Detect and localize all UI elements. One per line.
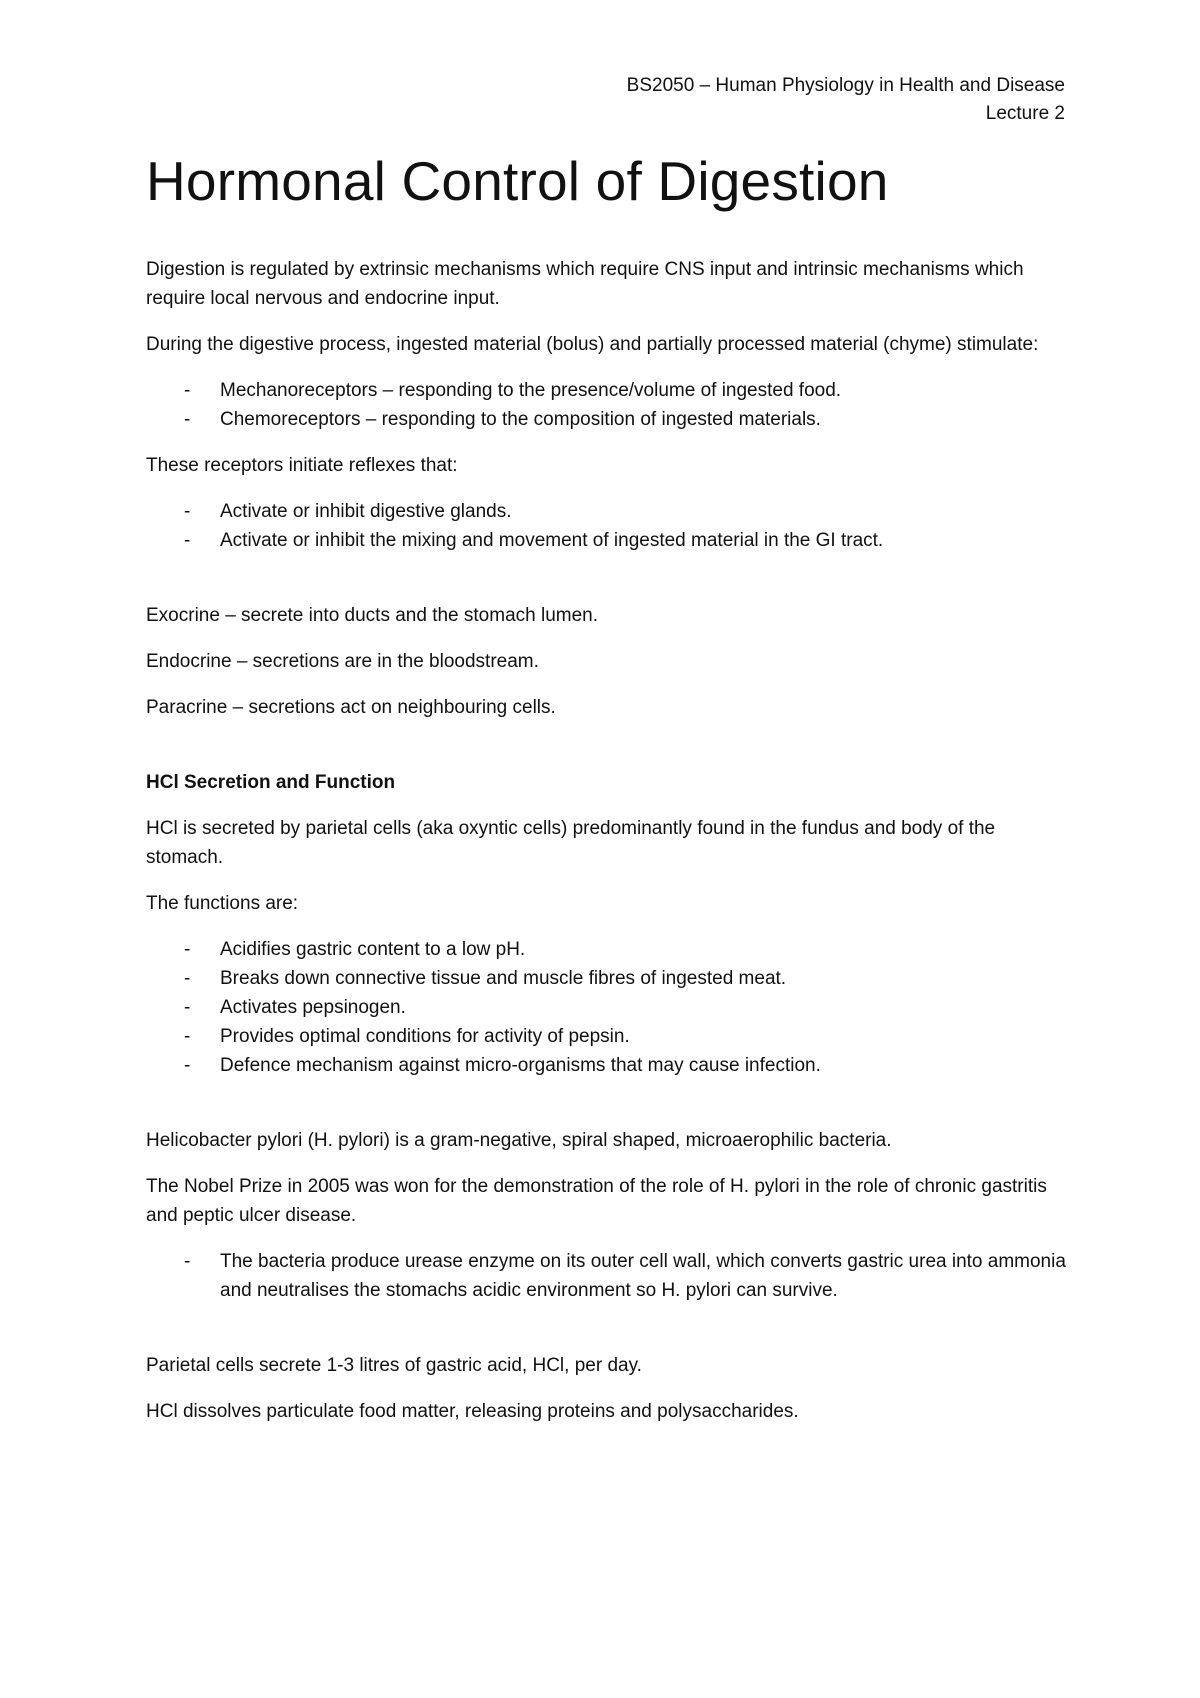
hpylori-paragraph-1: Helicobacter pylori (H. pylori) is a gram-negative, spiral shaped, microaerophilic bacteria. [146, 1130, 892, 1151]
list-item-text: Activates pepsinogen. [220, 997, 406, 1018]
intro-paragraph-1: Digestion is regulated by extrinsic mechanisms which require CNS input and intrinsic mechanisms which require local nervous and endocrine input. [146, 259, 1024, 309]
spacer [146, 572, 1066, 601]
spacer [146, 739, 1066, 768]
page-header [627, 72, 1065, 128]
final-paragraph-1: Parietal cells secrete 1-3 litres of gastric acid, HCl, per day. [146, 1355, 642, 1376]
bullet-dash: - [184, 1251, 191, 1272]
spacer [146, 1322, 1066, 1351]
list-item [146, 964, 1066, 993]
document-title: Hormonal Control of Digestion [146, 150, 889, 212]
hpylori-list [146, 1247, 1066, 1305]
bullet-dash: - [184, 1026, 191, 1047]
document-body [146, 255, 1066, 1443]
lecture-number: Lecture 2 [985, 103, 1065, 124]
list-item-text: Breaks down connective tissue and muscle fibres of ingested meat. [220, 968, 787, 989]
bullet-dash: - [184, 380, 191, 401]
list-item-text: Mechanoreceptors – responding to the presence/volume of ingested food. [220, 380, 842, 401]
list-item-text: Acidifies gastric content to a low pH. [220, 939, 526, 960]
list-item [146, 993, 1066, 1022]
list-item [146, 497, 1066, 526]
bullet-dash: - [184, 409, 191, 430]
intro-paragraph-2: During the digestive process, ingested material (bolus) and partially processed material (chyme) stimulate: [146, 334, 1039, 355]
hcl-paragraph-2: The functions are: [146, 893, 299, 914]
reflex-list [146, 497, 1066, 555]
bullet-dash: - [184, 968, 191, 989]
list-item [146, 526, 1066, 555]
course-title: BS2050 – Human Physiology in Health and Disease [626, 75, 1065, 96]
list-item-text: The bacteria produce urease enzyme on its outer cell wall, which converts gastric urea into ammonia and neutralises the stomachs acidic environment so H. pylori can survive. [220, 1251, 1066, 1301]
endocrine-paragraph: Endocrine – secretions are in the bloodstream. [146, 651, 539, 672]
section-heading: HCl Secretion and Function [146, 772, 396, 793]
hcl-paragraph-1: HCl is secreted by parietal cells (aka oxyntic cells) predominantly found in the fundus and body of the stomach. [146, 818, 996, 868]
spacer [146, 1097, 1066, 1126]
list-item [146, 405, 1066, 434]
exocrine-paragraph: Exocrine – secrete into ducts and the stomach lumen. [146, 605, 599, 626]
paracrine-paragraph: Paracrine – secretions act on neighbouring cells. [146, 697, 556, 718]
bullet-dash: - [184, 1055, 191, 1076]
list-item [146, 376, 1066, 405]
intro-paragraph-3: These receptors initiate reflexes that: [146, 455, 458, 476]
list-item-text: Activate or inhibit digestive glands. [220, 501, 512, 522]
list-item [146, 935, 1066, 964]
list-item [146, 1247, 1066, 1305]
hcl-function-list [146, 935, 1066, 1080]
bullet-dash: - [184, 997, 191, 1018]
list-item-text: Provides optimal conditions for activity of pepsin. [220, 1026, 630, 1047]
list-item [146, 1022, 1066, 1051]
list-item-text: Activate or inhibit the mixing and movement of ingested material in the GI tract. [220, 530, 884, 551]
receptor-list [146, 376, 1066, 434]
bullet-dash: - [184, 501, 191, 522]
bullet-dash: - [184, 939, 191, 960]
final-paragraph-2: HCl dissolves particulate food matter, releasing proteins and polysaccharides. [146, 1401, 799, 1422]
list-item-text: Chemoreceptors – responding to the composition of ingested materials. [220, 409, 821, 430]
list-item [146, 1051, 1066, 1080]
hpylori-paragraph-2: The Nobel Prize in 2005 was won for the demonstration of the role of H. pylori in the role of chronic gastritis and peptic ulcer disease. [146, 1176, 1047, 1226]
list-item-text: Defence mechanism against micro-organisms that may cause infection. [220, 1055, 821, 1076]
bullet-dash: - [184, 530, 191, 551]
